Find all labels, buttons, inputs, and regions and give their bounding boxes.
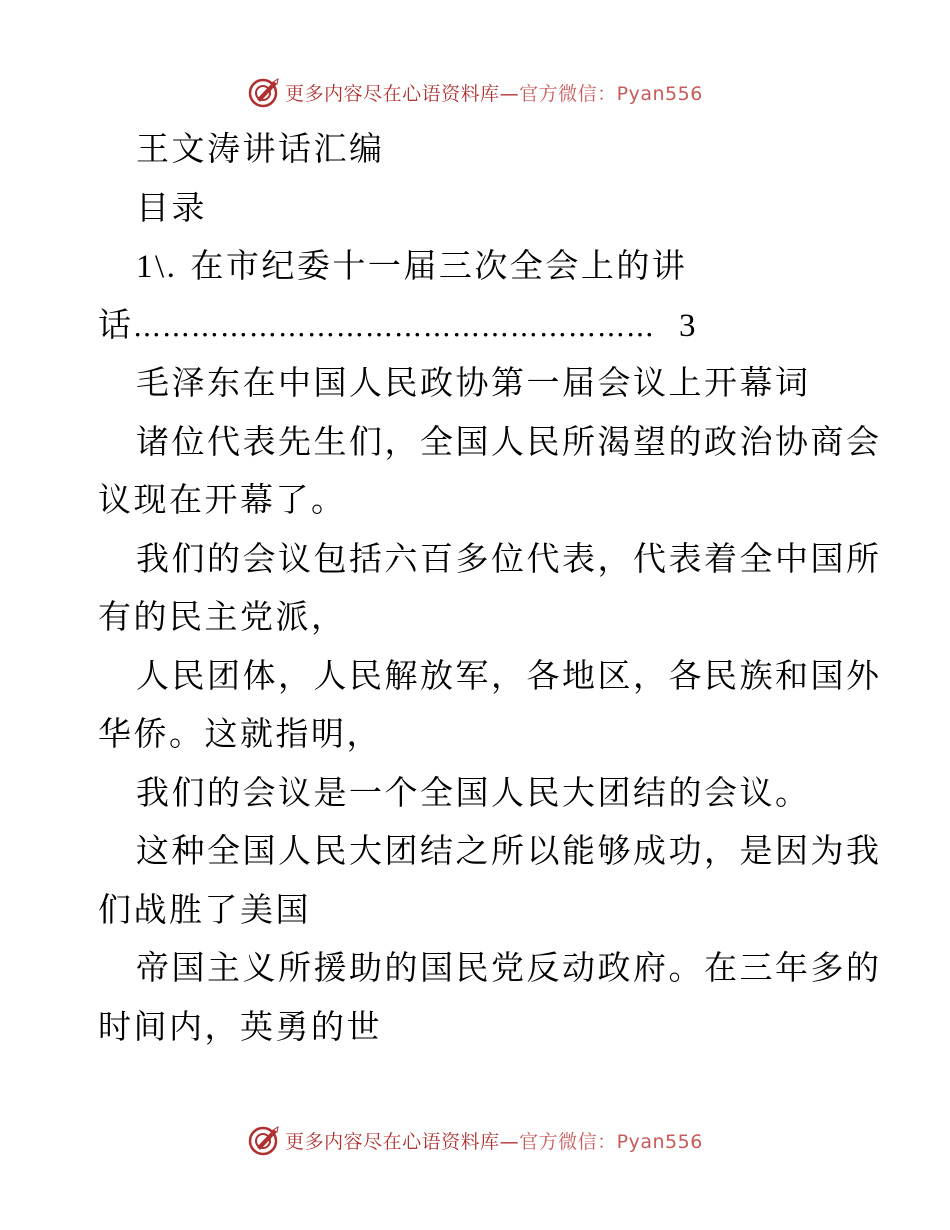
toc-item-line-2 — [98, 296, 858, 355]
document-body — [98, 120, 882, 1056]
paragraph-line: 有的民主党派， — [98, 597, 347, 636]
paragraph — [98, 939, 882, 1056]
toc-leader-dots: ……………………………………………… — [133, 309, 655, 343]
toc-item-text: 在市纪委十一届三次全会上的讲 — [190, 246, 688, 285]
paragraph-line: 议现在开幕了。 — [98, 480, 347, 519]
paragraph-line: 诸位代表先生们，全国人民所渴望的政治协商会 — [136, 421, 882, 461]
paragraph-line: 人民团体，人民解放军，各地区，各民族和国外 — [136, 655, 882, 695]
watermark-text — [285, 79, 703, 106]
toc-item-number: 1\. — [136, 249, 178, 285]
toc-item-text-continued: 话 — [98, 304, 131, 344]
pen-nib-logo-icon — [247, 1123, 281, 1157]
watermark-banner-bottom — [0, 1120, 950, 1160]
paragraph — [98, 647, 882, 764]
paragraph-line: 我们的会议是一个全国人民大团结的会议。 — [136, 772, 811, 812]
watermark-wechat: 官方微信：Pyan556 — [519, 1130, 703, 1153]
section-title: 毛泽东在中国人民政协第一届会议上开幕词 — [136, 363, 811, 402]
paragraph-line: 时间内，英勇的世 — [98, 1006, 382, 1046]
paragraph — [98, 764, 858, 823]
paragraph — [98, 822, 882, 939]
paragraph-line: 们战胜了美国 — [98, 889, 311, 929]
watermark-dash: — — [499, 1130, 520, 1153]
toc-item-line-1 — [98, 237, 858, 296]
watermark-wechat: 官方微信：Pyan556 — [519, 82, 703, 105]
watermark-main-text: 更多内容尽在心语资料库 — [285, 82, 500, 105]
document-title: 王文涛讲话汇编 — [136, 129, 385, 168]
toc-heading: 目录 — [136, 187, 207, 227]
paragraph — [98, 413, 882, 530]
watermark-main-text: 更多内容尽在心语资料库 — [285, 1130, 500, 1153]
paragraph — [98, 530, 882, 647]
paragraph-line: 帝国主义所援助的国民党反动政府。在三年多的 — [136, 948, 882, 987]
paragraph-line: 这种全国人民大团结之所以能够成功，是因为我 — [136, 831, 882, 870]
toc-page-number: 3 — [679, 307, 696, 344]
watermark-dash: — — [499, 82, 520, 105]
watermark-text — [285, 1127, 703, 1154]
pen-nib-logo-icon — [247, 75, 281, 109]
paragraph-line: 华侨。这就指明， — [98, 714, 382, 753]
watermark-banner-top — [0, 72, 950, 112]
paragraph-line: 我们的会议包括六百多位代表，代表着全中国所 — [136, 538, 882, 578]
